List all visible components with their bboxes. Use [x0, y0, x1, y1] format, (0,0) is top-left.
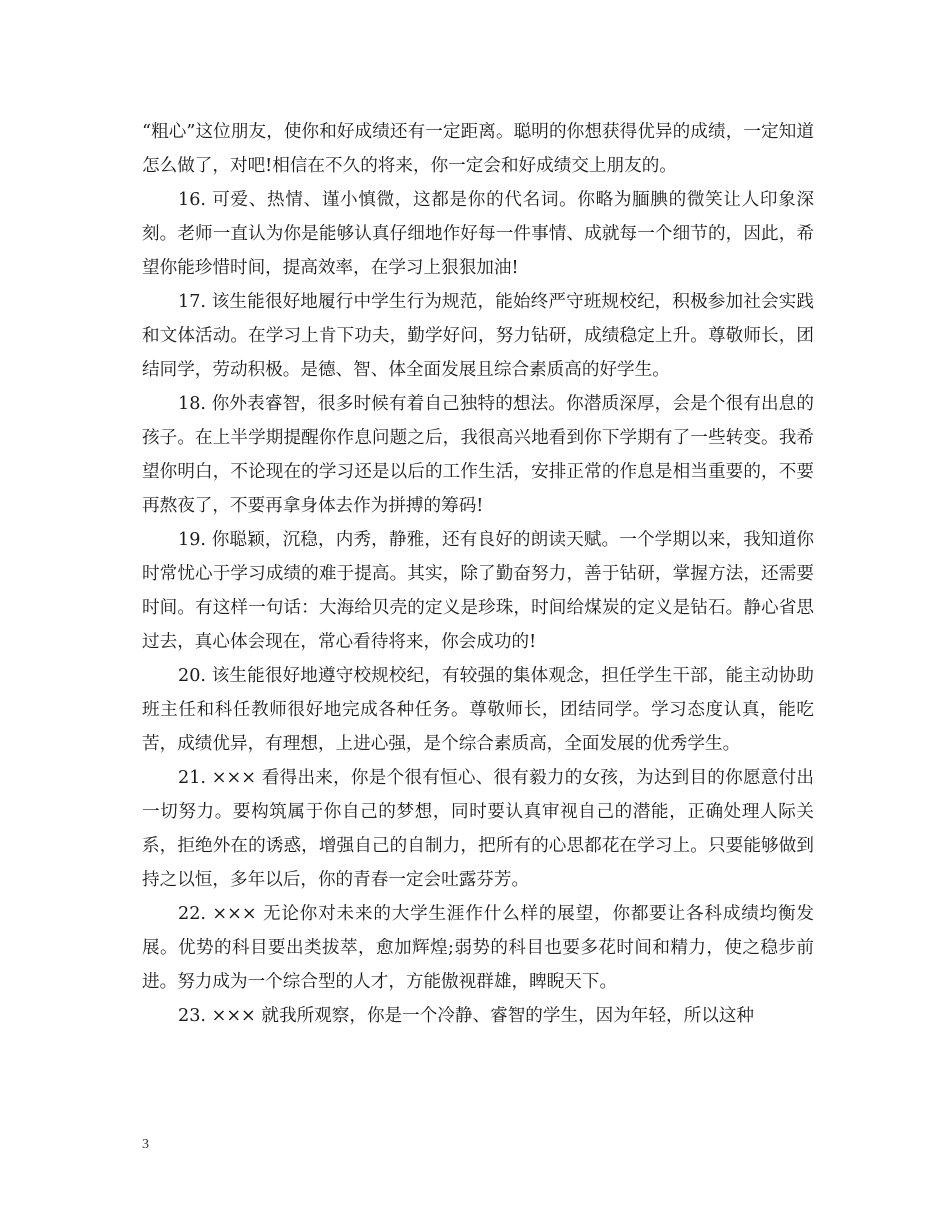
paragraph-17: 17. 该生能很好地履行中学生行为规范，能始终严守班规校纪，积极参加社会实践和文体活动。在学习上肯下功夫，勤学好问，努力钻研，成绩稳定上升。尊敬师长，团结同学，劳动积极。是德、智、体全面发展且综合素质高的好学生。 [142, 292, 814, 380]
paragraph-19: 19. 你聪颖，沉稳，内秀，静雅，还有良好的朗读天赋。一个学期以来，我知道你时常忧心于学习成绩的难于提高。其实，除了勤奋努力，善于钻研，掌握方法，还需要时间。有这样一句话：大海给贝壳的定义是珍珠，时间给煤炭的定义是钻石。静心省思过去，真心体会现在，常心看待将来，你会成功的! [142, 530, 814, 652]
paragraph-16: 16. 可爱、热情、谨小慎微，这都是你的代名词。你略为腼腆的微笑让人印象深刻。老师一直认为你是能够认真仔细地作好每一件事情、成就每一个细节的，因此，希望你能珍惜时间，提高效率，在学习上狠狠加油! [142, 190, 814, 278]
paragraph-20: 20. 该生能很好地遵守校规校纪，有较强的集体观念，担任学生干部，能主动协助班主任和科任教师很好地完成各种任务。尊敬师长，团结同学。学习态度认真，能吃苦，成绩优异，有理想，上进心强，是个综合素质高，全面发展的优秀学生。 [142, 666, 814, 754]
paragraph-23: 23. ××× 就我所观察，你是一个冷静、睿智的学生，因为年轻，所以这种 [178, 1006, 755, 1026]
page-number: 3 [142, 1137, 149, 1152]
paragraph-continuation: “粗心”这位朋友，使你和好成绩还有一定距离。聪明的你想获得优异的成绩，一定知道怎么做了，对吧!相信在不久的将来，你一定会和好成绩交上朋友的。 [142, 122, 814, 176]
body-text [142, 115, 814, 1033]
paragraph-21: 21. ××× 看得出来，你是个很有恒心、很有毅力的女孩，为达到目的你愿意付出一切努力。要构筑属于你自己的梦想，同时要认真审视自己的潜能，正确处理人际关系，拒绝外在的诱惑，增强自己的自制力，把所有的心思都花在学习上。只要能够做到持之以恒，多年以后，你的青春一定会吐露芬芳。 [142, 768, 814, 890]
paragraph-22: 22. ××× 无论你对未来的大学生涯作什么样的展望，你都要让各科成绩均衡发展。优势的科目要出类拔萃，愈加辉煌;弱势的科目也要多花时间和精力，使之稳步前进。努力成为一个综合型的人才，方能傲视群雄，睥睨天下。 [142, 904, 814, 992]
paragraph-18: 18. 你外表睿智，很多时候有着自己独特的想法。你潜质深厚，会是个很有出息的孩子。在上半学期提醒你作息问题之后，我很高兴地看到你下学期有了一些转变。我希望你明白，不论现在的学习还是以后的工作生活，安排正常的作息是相当重要的，不要再熬夜了，不要再拿身体去作为拼搏的筹码! [142, 394, 814, 516]
